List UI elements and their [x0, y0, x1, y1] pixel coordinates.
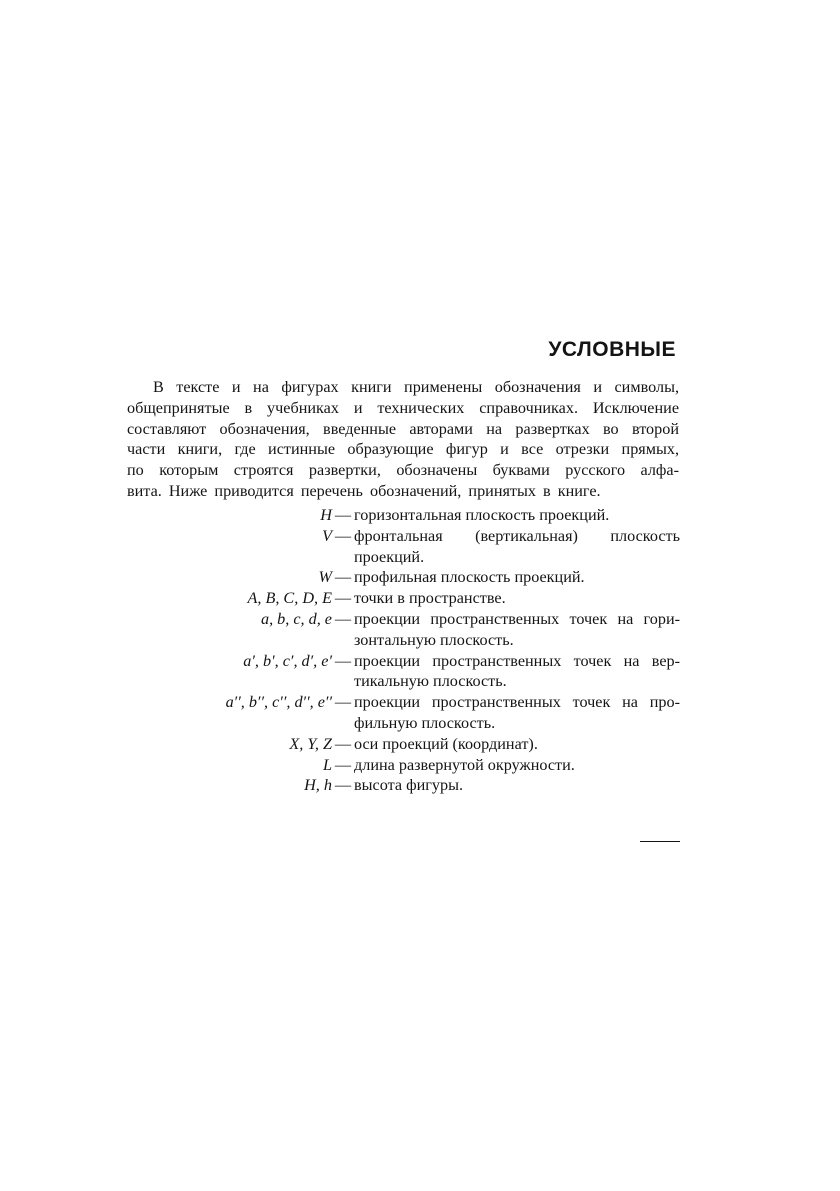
notation-entry-v [120, 526, 680, 568]
notation-symbol: a′, b′, c′, d′, e′ [243, 651, 332, 670]
description-line: горизонтальная плоскость проекций. [354, 506, 610, 524]
dash-separator: — [334, 776, 352, 795]
dash-separator: — [334, 609, 352, 628]
notation-entry-w [120, 567, 680, 588]
notation-symbol: W [318, 568, 332, 587]
intro-line: по которым строятся развертки, обозначены буквами русского алфа- [127, 461, 679, 480]
notation-entry-horizontal-projections [120, 609, 680, 651]
description-line: длина развернутой окружности. [354, 755, 575, 774]
notation-entry-points-space [120, 588, 680, 609]
description-line: проекции пространственных точек на про- [354, 693, 680, 712]
dash-separator: — [334, 589, 352, 608]
notation-entry-axes [120, 734, 680, 755]
notation-symbol: X, Y, Z [289, 734, 332, 753]
description-line: проекций. [354, 547, 425, 566]
dash-separator: — [334, 526, 352, 545]
notation-symbol: A, B, C, D, E [247, 589, 332, 608]
notation-symbol: H [320, 506, 332, 524]
intro-line: вита. Ниже приводится перечень обозначений, принятых в книге. [127, 481, 601, 500]
description-line: проекции пространственных точек на вер- [354, 651, 680, 670]
description-line: высота фигуры. [354, 776, 463, 795]
intro-line: части книги, где истинные образующие фигур и все отрезки прямых, [127, 440, 679, 459]
intro-paragraph [127, 377, 679, 502]
notation-description [354, 609, 680, 651]
description-line: тикальную плоскость. [354, 672, 507, 691]
notation-description [354, 692, 680, 734]
notation-description [354, 755, 680, 776]
notation-symbol: V [322, 526, 332, 545]
notation-symbol: L [322, 755, 332, 774]
notation-description [354, 526, 680, 568]
intro-line: В тексте и на фигурах книги применены обозначения и символы, [153, 378, 679, 396]
dash-separator: — [334, 651, 352, 670]
notation-list [120, 505, 680, 796]
description-line: фильную плоскость. [354, 713, 496, 732]
notation-entry-profile-projections [120, 692, 680, 734]
notation-entry-vertical-projections [120, 651, 680, 693]
notation-symbol: H, h [304, 776, 332, 795]
dash-separator: — [334, 568, 352, 587]
intro-line: общепринятые в учебниках и технических справочниках. Исключение [127, 398, 679, 417]
notation-description [354, 734, 680, 755]
description-line: оси проекций (координат). [354, 734, 538, 753]
notation-description [354, 775, 680, 796]
section-end-rule [640, 841, 680, 842]
description-line: фронтальная (вертикальная) плоскость [354, 526, 680, 545]
dash-separator: — [334, 755, 352, 774]
notation-description [354, 651, 680, 693]
description-line: точки в пространстве. [354, 589, 506, 608]
notation-entry-height [120, 775, 680, 796]
description-line: проекции пространственных точек на гори- [354, 609, 680, 628]
notation-entry-length [120, 755, 680, 776]
section-heading: УСЛОВНЫЕ [548, 338, 676, 361]
notation-entry-h [120, 505, 680, 526]
notation-symbol: a, b, c, d, e [260, 609, 332, 628]
description-line: профильная плоскость проекций. [354, 568, 585, 587]
notation-description [354, 567, 680, 588]
intro-line: составляют обозначения, введенные авторами на развертках во второй [127, 419, 679, 438]
description-line: зонтальную плоскость. [354, 630, 514, 649]
notation-description [354, 588, 680, 609]
dash-separator: — [334, 506, 352, 524]
notation-symbol: a′′, b′′, c′′, d′′, e′′ [225, 693, 332, 712]
notation-description [354, 505, 680, 526]
dash-separator: — [334, 734, 352, 753]
dash-separator: — [334, 693, 352, 712]
